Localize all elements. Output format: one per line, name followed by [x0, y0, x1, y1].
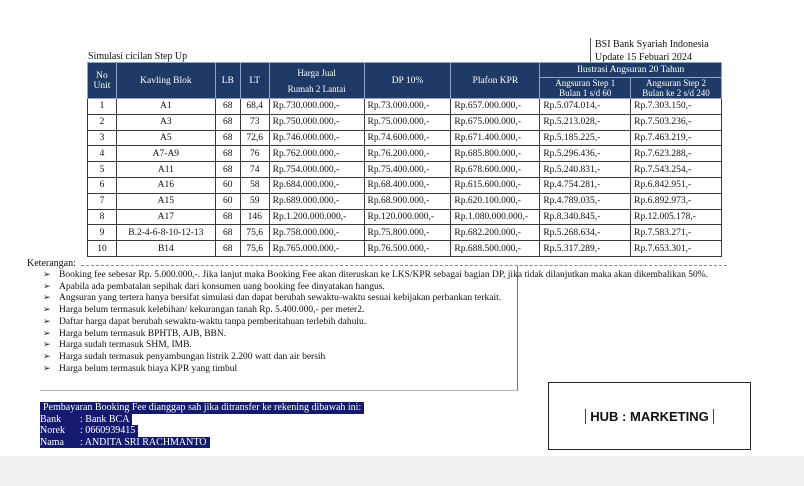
cell-blok: A1 [116, 99, 215, 115]
col-blok: Kavling Blok [116, 63, 215, 99]
cell-lt: 72,6 [240, 130, 269, 146]
cell-lb: 68 [215, 99, 240, 115]
col-step2-sub: Bulan ke 2 s/d 240 [642, 88, 710, 98]
bank-name: BSI Bank Syariah Indonesia [595, 39, 709, 50]
note-item: ➢ Harga belum termasuk biaya KPR yang timbul [43, 364, 727, 376]
table-row [88, 209, 722, 225]
cell-lt: 75,6 [240, 241, 269, 257]
note-item: ➢ Harga belum termasuk kelebihan/ kekurangan tanah Rp. 5.400.000,- per meter2. [43, 305, 727, 317]
cell-lt: 73 [240, 114, 269, 130]
cell-step2: Rp.7.503.236,- [631, 114, 722, 130]
cell-dp: Rp.75.000.000,- [364, 114, 451, 130]
table-row [88, 193, 722, 209]
cell-plafon: Rp.678.600.000,- [451, 162, 540, 178]
cell-lb: 68 [215, 130, 240, 146]
cell-harga: Rp.765.000.000,- [269, 241, 364, 257]
cell-step2: Rp.6.892.973,- [631, 193, 722, 209]
payment-norek-row [40, 425, 356, 437]
table-row [88, 162, 722, 178]
col-no: No Unit [88, 63, 117, 99]
cell-no: 7 [88, 193, 117, 209]
cell-lt: 59 [240, 193, 269, 209]
payment-nama-row [40, 437, 356, 449]
cell-step1: Rp.5.268.634,- [540, 225, 631, 241]
cell-lb: 60 [215, 193, 240, 209]
cell-blok: A5 [116, 130, 215, 146]
notes-section [27, 258, 727, 375]
cell-blok: B.2-4-6-8-10-12-13 [116, 225, 215, 241]
payment-norek-label: Norek [40, 425, 80, 437]
cell-no: 5 [88, 162, 117, 178]
hub-marketing-label: HUB : MARKETING [585, 409, 713, 424]
col-dp: DP 10% [364, 63, 451, 99]
cell-step2: Rp.6.842.951,- [631, 177, 722, 193]
cell-lt: 68,4 [240, 99, 269, 115]
cell-step1: Rp.5.074.014,- [540, 99, 631, 115]
cell-blok: A3 [116, 114, 215, 130]
note-item: ➢ Harga belum termasuk BPHTB, AJB, BBN. [43, 329, 727, 341]
col-harga [269, 63, 364, 99]
cell-lb: 68 [215, 225, 240, 241]
cell-plafon: Rp.675.000.000,- [451, 114, 540, 130]
payment-nama-label: Nama [40, 437, 80, 449]
cell-blok: A16 [116, 177, 215, 193]
cell-step2: Rp.7.583.271,- [631, 225, 722, 241]
cell-step2: Rp.7.653.301,- [631, 241, 722, 257]
cell-no: 3 [88, 130, 117, 146]
cell-plafon: Rp.682.200.000,- [451, 225, 540, 241]
cell-lb: 68 [215, 162, 240, 178]
cell-lt: 58 [240, 177, 269, 193]
cell-step1: Rp.5.240.831,- [540, 162, 631, 178]
col-step2-label: Angsuran Step 2 [646, 78, 707, 88]
cell-plafon: Rp.671.400.000,- [451, 130, 540, 146]
notes-label: Keterangan: [27, 258, 76, 269]
cell-step1: Rp.5.317.289,- [540, 241, 631, 257]
cell-dp: Rp.68.900.000,- [364, 193, 451, 209]
cell-step2: Rp.7.543.254,- [631, 162, 722, 178]
cell-step1: Rp.5.296.436,- [540, 146, 631, 162]
col-harga-top: Harga Jual [297, 67, 336, 78]
col-step1-label: Angsuran Step 1 [555, 78, 616, 88]
cell-plafon: Rp.1.080.000.000,- [451, 209, 540, 225]
cell-dp: Rp.76.200.000,- [364, 146, 451, 162]
cell-blok: B14 [116, 241, 215, 257]
cell-blok: A15 [116, 193, 215, 209]
col-step2 [631, 78, 722, 99]
cell-step1: Rp.8.340.845,- [540, 209, 631, 225]
cell-lt: 146 [240, 209, 269, 225]
cell-dp: Rp.76.500.000,- [364, 241, 451, 257]
cell-plafon: Rp.685.800.000,- [451, 146, 540, 162]
payment-box [40, 402, 362, 448]
note-item: ➢ Harga sudah termasuk SHM, IMB. [43, 340, 727, 352]
cell-lt: 75,6 [240, 225, 269, 241]
cell-harga: Rp.754.000.000,- [269, 162, 364, 178]
cell-dp: Rp.120.000.000,- [364, 209, 451, 225]
note-item: ➢ Apabila ada pembatalan sepihak dari konsumen uang booking fee dinyatakan hangus. [43, 282, 727, 294]
price-table [87, 62, 722, 257]
col-step1-sub: Bulan 1 s/d 60 [559, 88, 612, 98]
cell-step1: Rp.4.789.035,- [540, 193, 631, 209]
payment-title: Pembayaran Booking Fee dianggap sah jika ditransfer ke rekening dibawah ini: [40, 402, 364, 414]
col-plafon: Plafon KPR [451, 63, 540, 99]
cell-no: 9 [88, 225, 117, 241]
cell-no: 1 [88, 99, 117, 115]
note-item: ➢ Booking fee sebesar Rp. 5.000.000,-. Jika lanjut maka Booking Fee akan diteruskan ke LKS/KPR sebagai bagian DP, jika tidak dilanjutkan maka akan dikembalikan 50%. [43, 270, 727, 282]
cell-harga: Rp.758.000.000,- [269, 225, 364, 241]
col-ilustrasi: Ilustrasi Angsuran 20 Tahun [540, 63, 722, 78]
cell-harga: Rp.684.000.000,- [269, 177, 364, 193]
table-row [88, 99, 722, 115]
cell-plafon: Rp.620.100.000,- [451, 193, 540, 209]
cell-step2: Rp.7.463.219,- [631, 130, 722, 146]
note-item: ➢ Daftar harga dapat berubah sewaktu-waktu tanpa pemberitahuan terlebih dahulu. [43, 317, 727, 329]
cell-step2: Rp.7.303.150,- [631, 99, 722, 115]
table-row [88, 241, 722, 257]
cell-dp: Rp.68.400.000,- [364, 177, 451, 193]
cell-plafon: Rp.688.500.000,- [451, 241, 540, 257]
notes-list [27, 270, 727, 375]
page-title: Simulasi cicilan Step Up [88, 51, 188, 62]
cell-dp: Rp.75.800.000,- [364, 225, 451, 241]
payment-bank-value: : Bank BCA [80, 414, 132, 426]
cell-no: 2 [88, 114, 117, 130]
cell-lb: 68 [215, 241, 240, 257]
cell-no: 10 [88, 241, 117, 257]
cell-step1: Rp.5.213.028,- [540, 114, 631, 130]
col-lb: LB [215, 63, 240, 99]
col-step1 [540, 78, 631, 99]
payment-bank-label: Bank [40, 414, 80, 426]
col-harga-bottom: Rumah 2 Lantai [287, 83, 346, 94]
cell-harga: Rp.1.200.000.000,- [269, 209, 364, 225]
table-row [88, 177, 722, 193]
cell-dp: Rp.73.000.000,- [364, 99, 451, 115]
cell-lt: 74 [240, 162, 269, 178]
hub-marketing-box [548, 382, 751, 450]
cell-blok: A11 [116, 162, 215, 178]
cell-lb: 68 [215, 209, 240, 225]
cell-harga: Rp.746.000.000,- [269, 130, 364, 146]
cell-no: 8 [88, 209, 117, 225]
cell-step2: Rp.12.005.178,- [631, 209, 722, 225]
cell-lt: 76 [240, 146, 269, 162]
cell-plafon: Rp.615.600.000,- [451, 177, 540, 193]
table-row [88, 130, 722, 146]
cell-lb: 68 [215, 146, 240, 162]
col-lt: LT [240, 63, 269, 99]
cell-dp: Rp.75.400.000,- [364, 162, 451, 178]
note-item: ➢ Angsuran yang tertera hanya bersifat simulasi dan dapat berubah sewaktu-waktu sesuai kebijakan perbankan terkait. [43, 293, 727, 305]
table-row [88, 146, 722, 162]
cell-lb: 60 [215, 177, 240, 193]
payment-nama-value: : ANDITA SRI RACHMANTO [80, 437, 210, 449]
cell-no: 4 [88, 146, 117, 162]
notes-divider [81, 265, 727, 266]
bottom-strip [0, 456, 804, 486]
table-row [88, 114, 722, 130]
cell-harga: Rp.750.000.000,- [269, 114, 364, 130]
payment-bank-row [40, 414, 356, 426]
update-date: Update 15 Febuari 2024 [595, 52, 692, 63]
payment-norek-value: : 0660939415 [80, 425, 138, 437]
cell-step2: Rp.7.623.288,- [631, 146, 722, 162]
cell-blok: A7-A9 [116, 146, 215, 162]
bank-info [590, 38, 713, 64]
cell-dp: Rp.74.600.000,- [364, 130, 451, 146]
note-item: ➢ Harga sudah termasuk penyambungan listrik 2.200 watt dan air bersih [43, 352, 727, 364]
cell-no: 6 [88, 177, 117, 193]
cell-harga: Rp.689.000.000,- [269, 193, 364, 209]
cell-harga: Rp.730.000.000,- [269, 99, 364, 115]
cell-lb: 68 [215, 114, 240, 130]
table-row [88, 225, 722, 241]
cell-blok: A17 [116, 209, 215, 225]
cell-step1: Rp.5.185.225,- [540, 130, 631, 146]
cell-plafon: Rp.657.000.000,- [451, 99, 540, 115]
cell-harga: Rp.762.000.000,- [269, 146, 364, 162]
cell-step1: Rp.4.754.281,- [540, 177, 631, 193]
